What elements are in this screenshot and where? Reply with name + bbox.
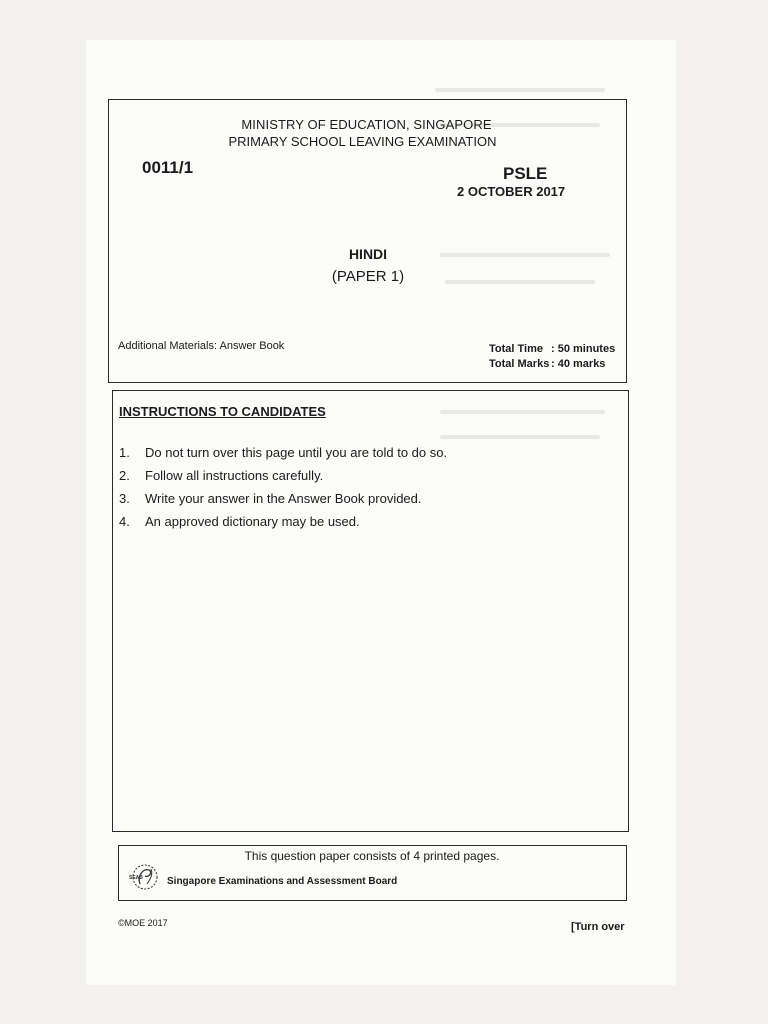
total-time-value: : 50 minutes [551, 343, 616, 355]
total-marks [489, 358, 605, 370]
list-item: 1. Do not turn over this page until you are told to do so. [119, 445, 448, 460]
exam-short-name: PSLE [503, 164, 548, 183]
show-through-mark [435, 88, 605, 92]
ministry-name: MINISTRY OF EDUCATION, SINGAPORE [241, 117, 492, 132]
exam-date: 2 OCTOBER 2017 [457, 184, 566, 199]
printed-pages-note: This question paper consists of 4 printed pages. [244, 849, 500, 863]
instructions-list [119, 445, 447, 537]
board-name: Singapore Examinations and Assessment Board [167, 876, 398, 887]
copyright: ©MOE 2017 [118, 918, 168, 928]
total-marks-label: Total Marks [489, 358, 550, 370]
exam-name: PRIMARY SCHOOL LEAVING EXAMINATION [228, 134, 497, 149]
paper-number: (PAPER 1) [331, 268, 405, 285]
turn-over-note: [Turn over [571, 921, 625, 933]
total-time-label: Total Time [489, 343, 543, 355]
list-item: 3. Write your answer in the Answer Book provided. [119, 491, 422, 506]
instructions-title: INSTRUCTIONS TO CANDIDATES [119, 404, 326, 419]
seab-logo-icon [127, 858, 163, 894]
list-item: 2. Follow all instructions carefully. [119, 468, 324, 483]
paper-code: 0011/1 [142, 158, 194, 177]
total-time [489, 343, 615, 355]
subject-title: HINDI [348, 246, 388, 262]
svg-text:SEAB: SEAB [129, 875, 143, 881]
list-item: 4. An approved dictionary may be used. [119, 514, 360, 529]
additional-materials: Additional Materials: Answer Book [118, 340, 285, 352]
total-marks-value: : 40 marks [551, 358, 606, 370]
